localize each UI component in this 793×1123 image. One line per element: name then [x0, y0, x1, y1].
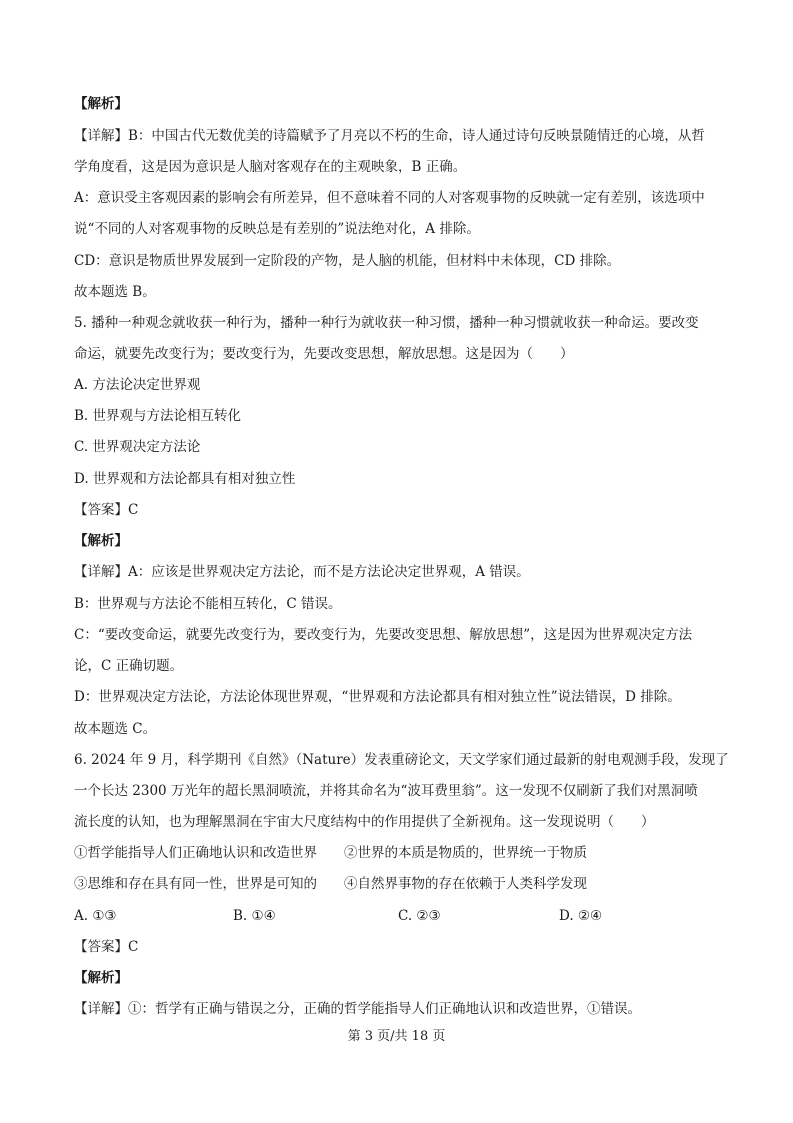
text-line: 【详解】B：中国古代无数优美的诗篇赋予了月亮以不朽的生命，诗人通过诗句反映景随情迁的心境，从哲: [74, 128, 705, 144]
text-line: D：世界观决定方法论，方法论体现世界观，“世界观和方法论都具有相对独立性”说法错误，D 排除。: [74, 689, 681, 705]
text-line: 【详解】①：哲学有正确与错误之分，正确的哲学能指导人们正确地认识和改造世界，①错误。: [74, 1001, 641, 1017]
text-line: C：“要改变命运，就要先改变行为，要改变行为，先要改变思想、解放思想”，这是因为世界观决定方法: [74, 627, 693, 643]
option-b: B. ①④: [233, 908, 276, 924]
text-line: 【详解】A：应该是世界观决定方法论，而不是方法论决定世界观，A 错误。: [74, 564, 530, 580]
option-d: D. ②④: [559, 908, 603, 924]
question-line: 6. 2024 年 9 月，科学期刊《自然》（Nature）发表重磅论文，天文学家们通过最新的射电观测手段，发现了: [74, 752, 729, 768]
question-line: 流长度的认知，也为理解黑洞在宇宙大尺度结构中的作用提供了全新视角。这一发现说明（ ）: [74, 814, 655, 830]
option-line: A. 方法论决定世界观: [74, 377, 201, 393]
statement-line: ③思维和存在具有同一性，世界是可知的 ④自然界事物的存在依赖于人类科学发现: [74, 876, 587, 892]
page-footer: 第 3 页/共 18 页: [347, 1029, 446, 1044]
text-line: CD：意识是物质世界发展到一定阶段的产物，是人脑的机能，但材料中未体现，CD 排除。: [74, 253, 621, 269]
question-line: 命运，就要先改变行为；要改变行为，先要改变思想，解放思想。这是因为（ ）: [74, 346, 574, 362]
text-line: 故本题选 B。: [74, 284, 156, 300]
text-line: A：意识受主客观因素的影响会有所差异，但不意味着不同的人对客观事物的反映就一定有差别，该选项中: [74, 190, 705, 206]
analysis-heading: 【解析】: [74, 970, 128, 986]
analysis-heading: 【解析】: [74, 533, 128, 549]
option-line: C. 世界观决定方法论: [74, 439, 201, 455]
answer-line: 【答案】C: [74, 939, 139, 955]
analysis-heading: 【解析】: [74, 96, 128, 112]
question-line: 5. 播种一种观念就收获一种行为，播种一种行为就收获一种习惯，播种一种习惯就收获一种命运。要改变: [74, 315, 699, 331]
statement-line: ①哲学能指导人们正确地认识和改造世界 ②世界的本质是物质的，世界统一于物质: [74, 845, 587, 861]
text-line: 论，C 正确切题。: [74, 658, 184, 674]
option-c: C. ②③: [398, 908, 441, 924]
options-row: [74, 906, 634, 926]
text-line: B：世界观与方法论不能相互转化，C 错误。: [74, 596, 342, 612]
question-line: 一个长达 2300 万光年的超长黑洞喷流，并将其命名为“波耳费里翁”。这一发现不仅刷新了我们对黑洞喷: [74, 783, 698, 799]
option-line: B. 世界观与方法论相互转化: [74, 408, 242, 424]
text-line: 说“不同的人对客观事物的反映总是有差别的”说法绝对化，A 排除。: [74, 221, 480, 237]
text-line: 故本题选 C。: [74, 721, 157, 737]
option-line: D. 世界观和方法论都具有相对独立性: [74, 471, 296, 487]
answer-line: 【答案】C: [74, 502, 139, 518]
option-a: A. ①③: [74, 908, 117, 924]
text-line: 学角度看，这是因为意识是人脑对客观存在的主观映象，B 正确。: [74, 159, 467, 175]
